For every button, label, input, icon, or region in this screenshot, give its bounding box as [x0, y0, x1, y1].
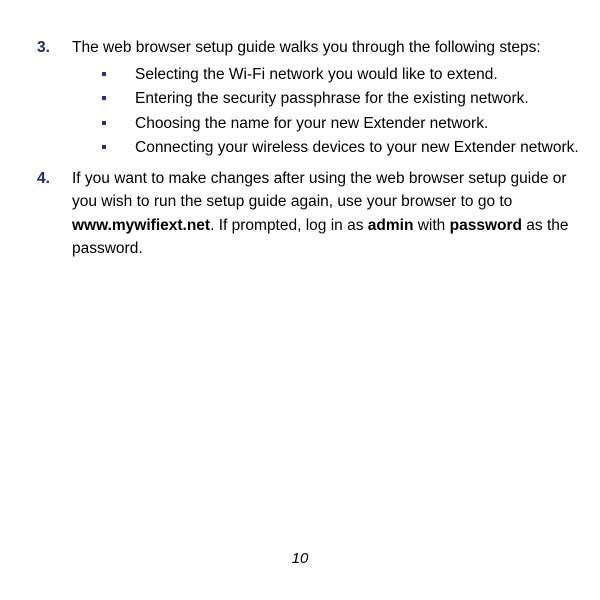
page-number: 10: [291, 550, 309, 567]
bullet-square-icon: [102, 72, 106, 76]
bullet-square-icon: [102, 96, 106, 100]
list-item: [72, 87, 600, 111]
emphasized-text: www.mywifiext.net: [72, 216, 211, 234]
list-item: [72, 63, 600, 87]
list-item: [72, 136, 600, 160]
bullet-item-text: Connecting your wireless devices to your new Extender network.: [135, 139, 579, 156]
bullet-item-text: Choosing the name for your new Extender network.: [135, 114, 489, 132]
numbered-list-item-4: [0, 167, 600, 261]
sub-bullet-list: [72, 63, 600, 160]
numbered-list-item-3: [0, 36, 600, 160]
list-item-3-text: The web browser setup guide walks you through the following steps:: [72, 39, 541, 56]
emphasized-text: admin: [367, 216, 414, 234]
emphasized-text: password: [449, 216, 522, 234]
list-item: [72, 112, 600, 136]
list-marker-4: 4.: [37, 169, 50, 187]
bullet-item-text: Selecting the Wi-Fi network you would like to extend.: [135, 65, 498, 83]
list-item-4-text: [72, 167, 600, 261]
bullet-square-icon: [102, 145, 106, 149]
body-text: with: [413, 216, 450, 234]
body-text: . If prompted, log in as: [210, 216, 368, 234]
bullet-item-text: Entering the security passphrase for the existing network.: [135, 90, 529, 107]
bullet-square-icon: [102, 121, 106, 125]
body-text: as the password.: [72, 216, 569, 257]
list-marker-3: 3.: [37, 39, 50, 56]
page-content: [0, 36, 600, 261]
body-text: If you want to make changes after using the web browser setup guide or you wish to run the setup guide again, use your browser to go to: [72, 169, 567, 210]
